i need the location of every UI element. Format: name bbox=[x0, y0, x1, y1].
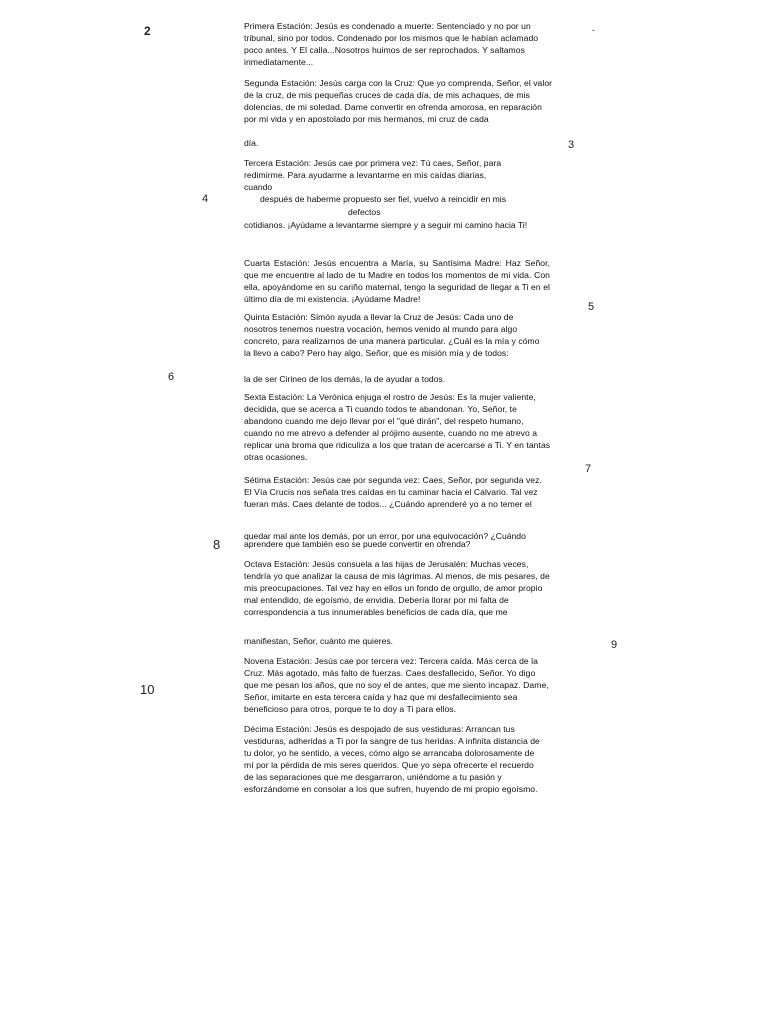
station-1-text: Primera Estación: Jesús es condenado a muerte: Sentenciado y no por un tribunal, sino por todos. Condenado por los mismos que le habían aclamado poco antes. Y El calla...Nosotros huimos de ser reprochados. Y saltamos inmediatamente... bbox=[244, 21, 539, 67]
station-6-text: Sexta Estación: La Verónica enjuga el rostro de Jesús: Es la mujer valiente, decidida, que se acerca a Ti cuando todos te abandonan. Yo, Señor, te abandono cuando me dejo llevar por el "qué dirán", del respeto humano, cuando no me atrevo a defender al prójimo ausente, cuando no me atrevo a replicar una broma que ridiculiza a los que tratan de acercarse a Ti. Y en tantas otras ocasiones. bbox=[244, 392, 551, 462]
page-number-3: 3 bbox=[568, 139, 575, 151]
station-3-line-5: cotidianos. ¡Ayúdame a levantarme siempre y a seguir mi camino hacia Ti! bbox=[244, 220, 528, 230]
station-3-text: Tercera Estación: Jesús cae por primera vez: Tú caes, Señor, para redimirme. Para ayudarme a levantarme en mis caídas diarias, bbox=[244, 158, 502, 180]
page-number-5: 5 bbox=[588, 301, 595, 313]
station-3-defectos: defectos bbox=[348, 207, 381, 217]
station-2-text: Segunda Estación: Jesús carga con la Cruz: Que yo comprenda, Señor, el valor de la cruz, de mis pequeñas cruces de cada día, de mis achaques, de mis dolencias, de mi soledad. Dame convertir en ofrenda amorosa, en reparación por mi vida y en apostolado por mis hermanos, mi cruz de cada bbox=[244, 78, 553, 124]
station-7-text: Sétima Estación: Jesús cae por segunda vez: Caes, Señor, por segunda vez. El Vía Crucis nos señala tres caídas en tu caminar hacia el Calvario. Tal vez fueran más. Caes delante de todos... ¿Cuándo aprenderé yo a no temer el bbox=[244, 475, 542, 509]
page-number-6: 6 bbox=[168, 371, 175, 383]
station-2-tail: día. bbox=[244, 138, 259, 148]
station-8-text: Octava Estación: Jesús consuela a las hijas de Jerusalén: Muchas veces, tendría yo que analizar la causa de mis lágrimas. Al menos, de mis pesares, de mis preocupaciones. Tal vez hay en ellos un fondo de orgullo, de amor propio mal entendido, de egoísmo, de envidia. Debería llorar por mi falta de correspondencia a tus innumerables beneficios de cada día, que me bbox=[244, 559, 550, 617]
page-number-4: 4 bbox=[202, 193, 209, 205]
margin-mark: - bbox=[592, 25, 595, 35]
station-7-line-b: quedar mal ante los demás, por un error, por una equivocación? ¿Cuándo bbox=[244, 531, 526, 541]
station-3-cuando: cuando bbox=[244, 182, 273, 192]
station-3-line-3: después de haberme propuesto ser fiel, vuelvo a reincidir en mis bbox=[260, 194, 507, 204]
page-number-8: 8 bbox=[213, 537, 221, 552]
station-10-text: Décima Estación: Jesús es despojado de sus vestiduras: Arrancan tus vestiduras, adheridas a Ti por la sangre de tus heridas. A infinita distancia de tu dolor, yo he sentido, a veces, cómo algo se arrancaba dolorosamente de mí por la pérdida de mis seres queridos. Que yo sepa ofrecerte el recuerdo de las separaciones que me desgarraron, uniéndome a tu pasión y esforzándome en consolar a los que sufren, huyendo de mi propio egoísmo. bbox=[244, 724, 540, 794]
station-7-line-c: aprendere que también eso se puede convertir en ofrenda? bbox=[244, 539, 471, 549]
station-5-text: Quinta Estación: Simón ayuda a llevar la Cruz de Jesús: Cada uno de nosotros tenemos nuestra vocación, hemos venido al mundo para algo concreto, para realizarnos de una manera particular. ¿Cuál es la mía y cómo la llevo a cabo? Pero hay algo, Señor, que es misión mía y de todos: bbox=[244, 312, 540, 358]
page-number-10: 10 bbox=[140, 682, 155, 697]
station-5-tail: la de ser Cirineo de los demás, la de ayudar a todos. bbox=[244, 374, 446, 384]
page-number-2: 2 bbox=[144, 24, 151, 38]
station-8-tail: manifiestan, Señor, cuánto me quieres. bbox=[244, 636, 394, 646]
station-4-text: Cuarta Estación: Jesús encuentra a María, su Santísima Madre: Haz Señor, que me encuentre al lado de tu Madre en todos los momentos de mi vida. Con ella, apoyándome en su cariño maternal, tengo la seguridad de llegar a Ti en el último día de mi existencia. ¡Ayúdame Madre! bbox=[244, 258, 550, 304]
station-9-text: Novena Estación: Jesús cae por tercera vez: Tercera caída. Más cerca de la Cruz. Más agotado, más falto de fuerzas. Caes desfallecido, Señor. Yo digo que me pesan los años, que no soy el de antes, que me siento incapaz. Dame, Señor, imitarte en esta tercera caída y haz que mi desfallecimiento sea beneficioso para otros, porque te lo doy a Ti para ellos. bbox=[244, 656, 549, 714]
page-number-9: 9 bbox=[611, 639, 618, 651]
page-number-7: 7 bbox=[585, 463, 592, 475]
